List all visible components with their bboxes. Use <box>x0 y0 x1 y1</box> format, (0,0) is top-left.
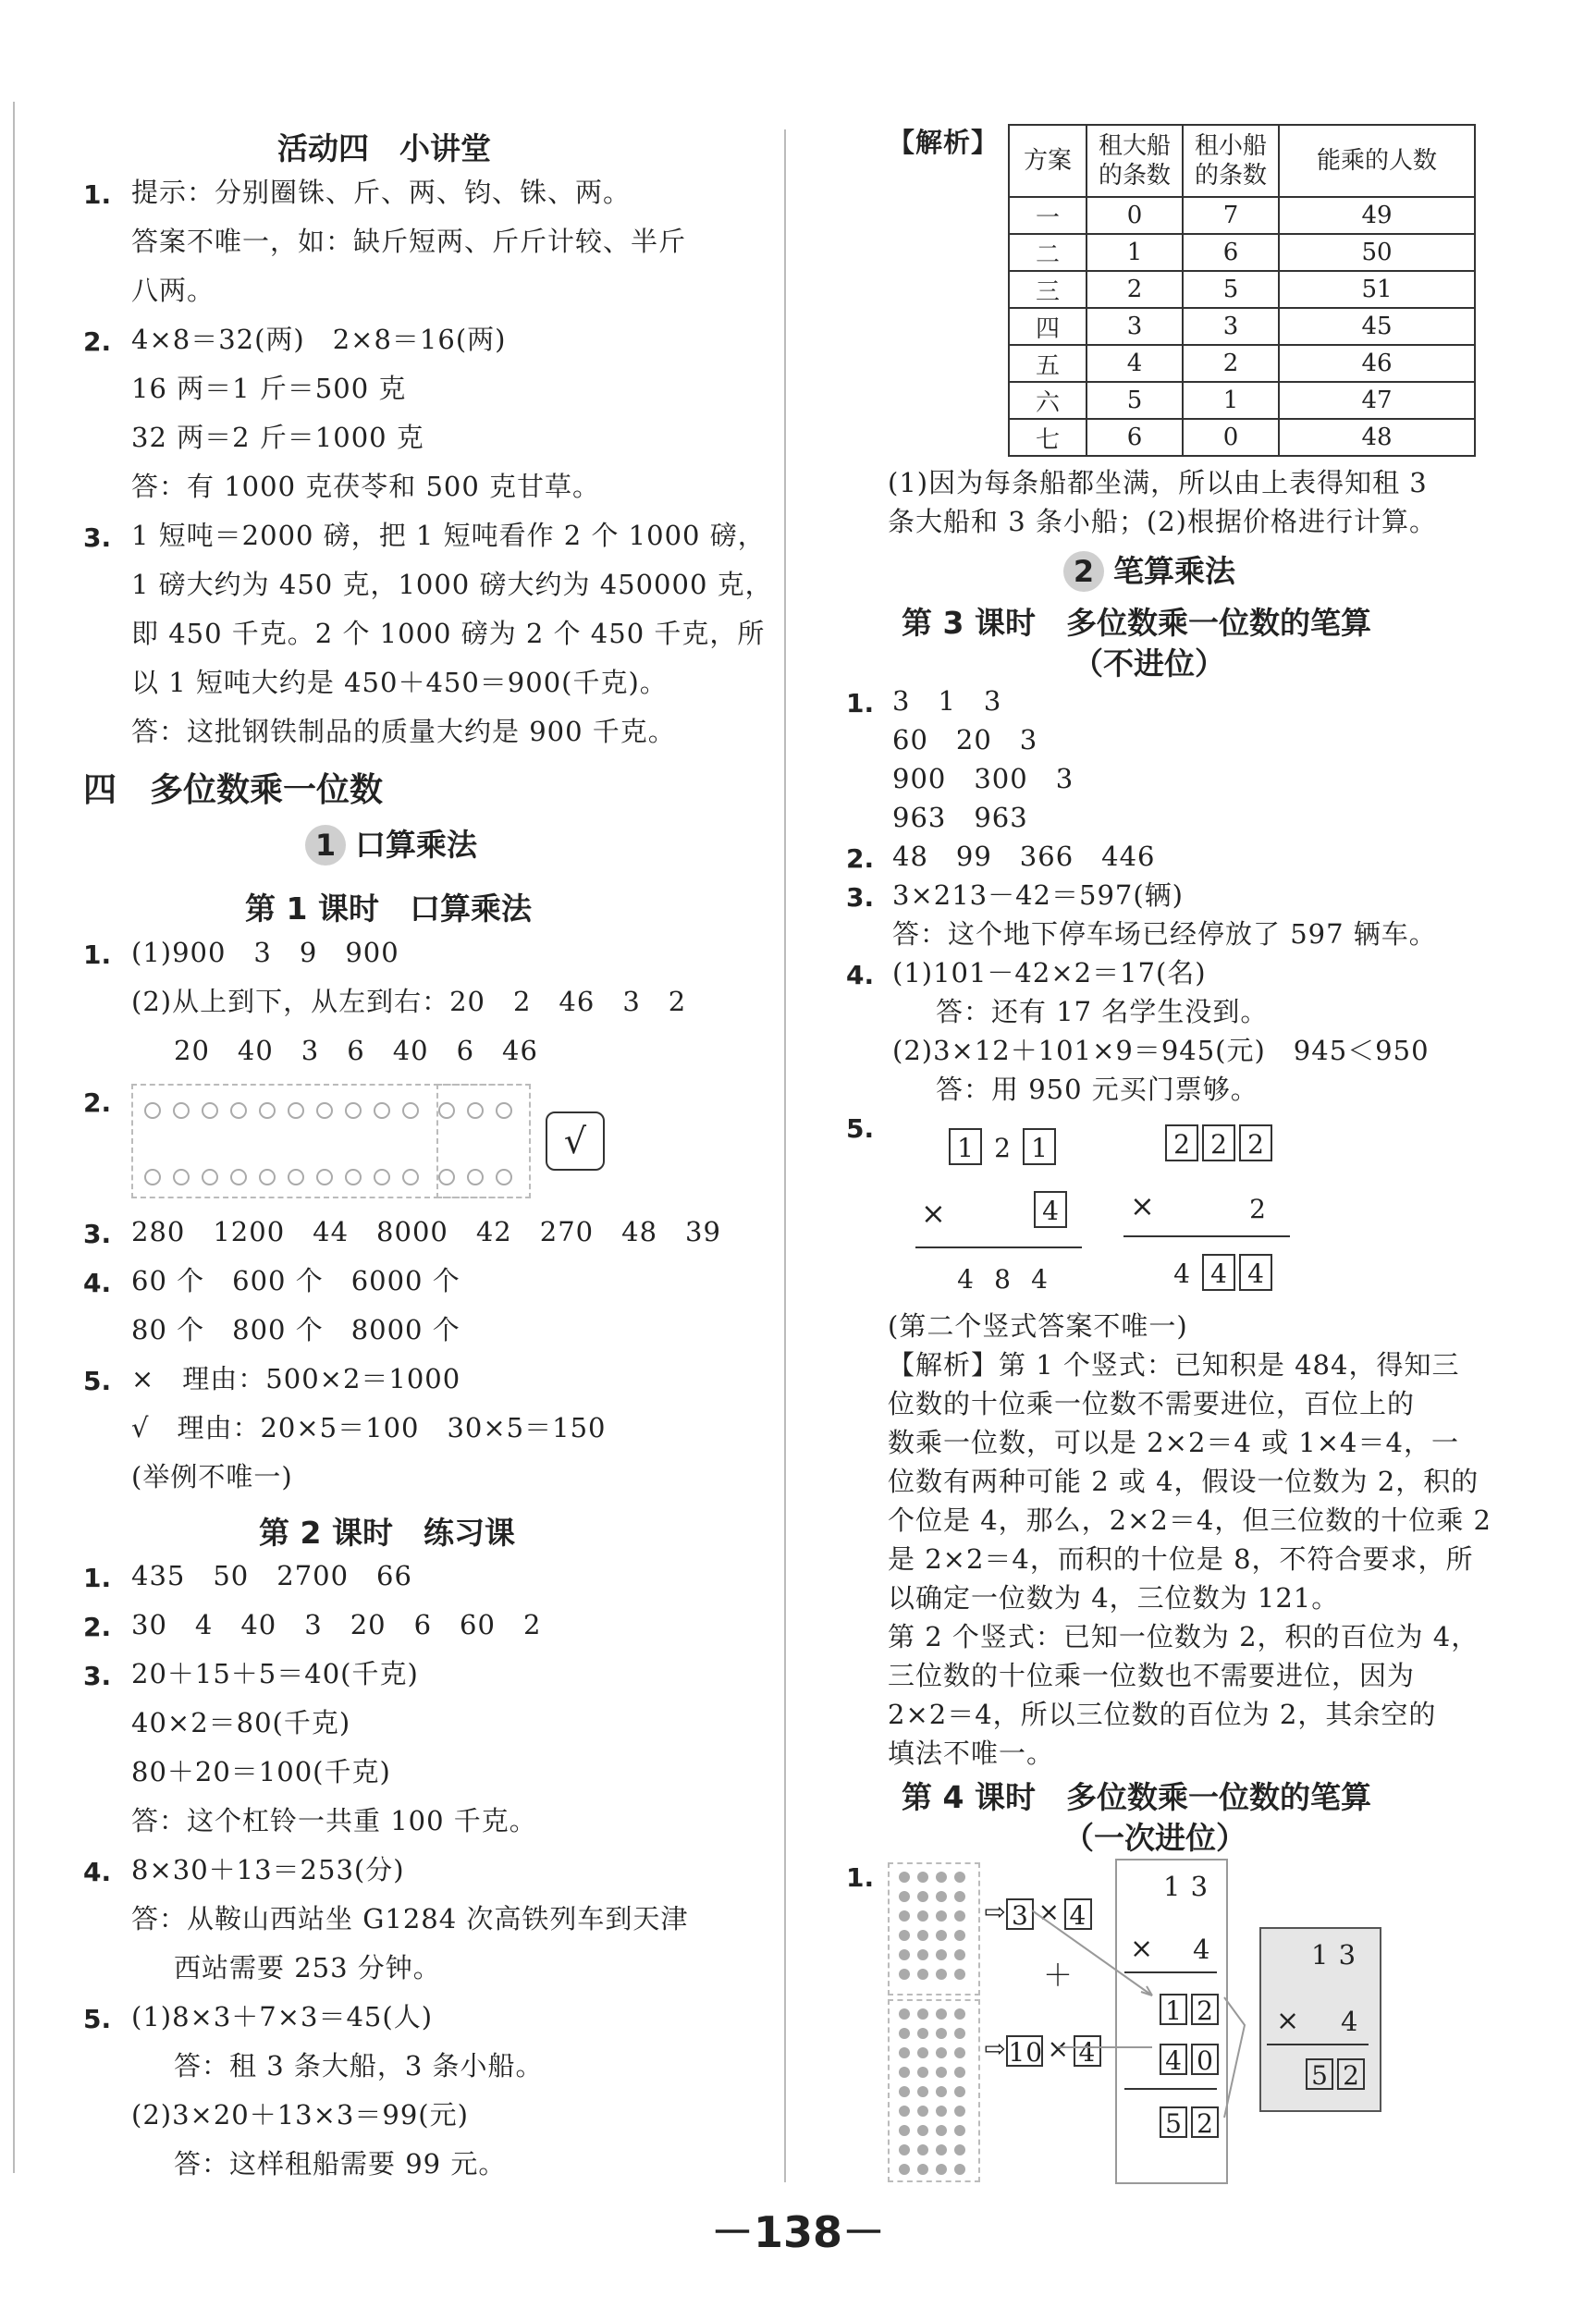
answer-line: 963 963 <box>892 802 1028 833</box>
answer-line: 16 两＝1 斤＝500 克 <box>131 373 407 404</box>
plus-sign: ＋ <box>1043 1958 1074 1993</box>
table-cell: 2 <box>1087 271 1183 308</box>
circle-dot <box>438 1102 455 1119</box>
circle-dot <box>345 1169 362 1185</box>
table-row <box>1009 197 1475 234</box>
answer-line: 435 50 2700 66 <box>131 1560 412 1591</box>
circle-dot <box>288 1102 304 1119</box>
table-cell: 一 <box>1009 197 1087 234</box>
circle-dot <box>374 1169 390 1185</box>
answer-line: × 理由：500×2＝1000 <box>131 1363 461 1394</box>
circle-dot <box>259 1169 276 1185</box>
table-cell: 七 <box>1009 419 1087 456</box>
table-cell: 2 <box>1183 345 1279 382</box>
circle-dot <box>230 1169 247 1185</box>
array-dot <box>954 1872 965 1883</box>
answer-box: 4 <box>1034 1191 1067 1228</box>
answer-line: √ 理由：20×5＝100 30×5＝150 <box>131 1412 607 1443</box>
table-header-cell: 方案 <box>1009 125 1087 197</box>
array-dot <box>936 2125 947 2136</box>
lesson-title: 第 4 课时 多位数乘一位数的笔算 <box>902 1779 1371 1815</box>
array-dot <box>936 2047 947 2058</box>
array-dot <box>917 2164 928 2175</box>
table-cell: 5 <box>1183 271 1279 308</box>
answer-line: 答：这个地下停车场已经停放了 597 辆车。 <box>892 918 1437 950</box>
answer-box: 3 <box>1006 1898 1034 1930</box>
circle-dot <box>288 1169 304 1185</box>
array-dot <box>954 2047 965 2058</box>
boat-plan-table <box>1008 124 1476 457</box>
analysis-line: 第 2 个竖式：已知一位数为 2，积的百位为 4， <box>888 1621 1479 1652</box>
answer-line: (1)900 3 9 900 <box>131 937 399 968</box>
table-body <box>1009 197 1475 456</box>
table-cell: 49 <box>1279 197 1475 234</box>
table-cell: 五 <box>1009 345 1087 382</box>
array-dot <box>899 2008 910 2020</box>
question-number: 1. <box>83 179 112 210</box>
table-row <box>1009 345 1475 382</box>
calc-multiplier: 4 <box>1193 1934 1211 1965</box>
table-header-cell: 能乘的人数 <box>1279 125 1475 197</box>
question-number: 5. <box>846 1113 875 1144</box>
table-cell: 5 <box>1087 382 1183 419</box>
left-margin-rule <box>13 102 15 2173</box>
answer-line: 提示：分别圈铢、斤、两、钧、铢、两。 <box>131 177 632 208</box>
analysis-line: 【解析】第 1 个竖式：已知积是 484，得知三 <box>888 1349 1460 1381</box>
array-dot <box>899 1930 910 1941</box>
array-dot <box>954 2106 965 2117</box>
array-dot <box>936 2086 947 2097</box>
answer-line: 答：这样租船需要 99 元。 <box>174 2148 507 2180</box>
arrow-expression-a: ⇨ 3 × 4 <box>984 1894 1096 1931</box>
calc-line <box>915 1246 1082 1248</box>
activity-title: 活动四 小讲堂 <box>277 130 491 166</box>
array-dot <box>936 1969 947 1980</box>
vertical-calc-1-top <box>949 1128 1060 1165</box>
circle-dot <box>438 1169 455 1185</box>
question-number: 1. <box>83 939 112 970</box>
answer-box: 2 <box>1165 1124 1198 1161</box>
circle-dot <box>144 1169 161 1185</box>
question-number: 4. <box>83 1268 112 1298</box>
array-dot <box>936 1891 947 1902</box>
circle-dot <box>402 1102 419 1119</box>
array-dot <box>917 2067 928 2078</box>
array-dot <box>954 1910 965 1922</box>
array-dot <box>899 1891 910 1902</box>
table-note: 条大船和 3 条小船；(2)根据价格进行计算。 <box>888 506 1437 537</box>
answer-line: 80 个 800 个 8000 个 <box>131 1314 460 1345</box>
table-header-cell: 租大船的条数 <box>1087 125 1183 197</box>
circle-dot <box>316 1169 333 1185</box>
arrow-expression-b: ⇨10 × 4 <box>984 2031 1105 2068</box>
table-row <box>1009 308 1475 345</box>
section-heading <box>305 821 477 866</box>
answer-line: 答：有 1000 克茯苓和 500 克甘草。 <box>131 471 601 502</box>
answer-line: 32 两＝2 斤＝1000 克 <box>131 422 424 453</box>
array-dot <box>917 2047 928 2058</box>
arrow-connectors <box>976 1859 1254 2173</box>
page-number: －138－ <box>710 2207 886 2257</box>
question-number: 3. <box>83 522 112 553</box>
calc-multiplier: 4 <box>1341 2006 1359 2037</box>
section-number-badge: 1 <box>305 825 346 866</box>
analysis-line: 数乘一位数，可以是 2×2＝4 或 1×4＝4，一 <box>888 1427 1459 1458</box>
answer-line: 答案不唯一，如：缺斤短两、斤斤计较、半斤 <box>131 226 687 257</box>
analysis-line: 是 2×2＝4，而积的十位是 8，不符合要求，所 <box>888 1543 1474 1575</box>
calc-line <box>1123 1235 1290 1237</box>
table-cell: 1 <box>1183 382 1279 419</box>
table-cell: 3 <box>1087 308 1183 345</box>
lesson-title: 第 1 课时 口算乘法 <box>245 890 532 927</box>
array-dot <box>917 2008 928 2020</box>
answer-line: 3×213－42＝597(辆) <box>892 879 1184 911</box>
array-dot <box>917 1891 928 1902</box>
answer-line: 280 1200 44 8000 42 270 48 39 <box>131 1216 721 1247</box>
array-dot <box>917 1872 928 1883</box>
answer-line: (2)3×12＋101×9＝945(元) 945＜950 <box>892 1035 1430 1066</box>
question-number: 4. <box>846 960 875 990</box>
digit: 4 <box>1173 1259 1190 1289</box>
lesson-title: 第 3 课时 多位数乘一位数的笔算 <box>902 605 1371 641</box>
vertical-calc-2-result <box>1165 1254 1276 1291</box>
analysis-line: 位数有两种可能 2 或 4，假设一位数为 2，积的 <box>888 1466 1479 1497</box>
digit: 8 <box>994 1264 1011 1295</box>
array-dot <box>917 1949 928 1960</box>
answer-box: 4 <box>1064 1898 1092 1930</box>
table-cell: 4 <box>1087 345 1183 382</box>
digit: 4 <box>957 1264 974 1295</box>
section-number-badge: 2 <box>1063 551 1104 592</box>
answer-box: 4 <box>1239 1254 1272 1291</box>
answer-line: (1)101－42×2＝17(名) <box>892 957 1207 989</box>
times-sign: × <box>1276 2005 1301 2037</box>
circle-dot <box>467 1169 484 1185</box>
table-header-row <box>1009 125 1475 197</box>
digit: 2 <box>994 1133 1011 1163</box>
array-dot <box>899 2144 910 2155</box>
question-number: 5. <box>83 1366 112 1396</box>
question-number: 1. <box>846 688 875 718</box>
table-cell: 45 <box>1279 308 1475 345</box>
table-row <box>1009 382 1475 419</box>
array-dot <box>899 1949 910 1960</box>
answer-line: 900 300 3 <box>892 763 1074 794</box>
array-dot <box>899 2086 910 2097</box>
table-cell: 1 <box>1087 234 1183 271</box>
answer-line: 20＋15＋5＝40(千克) <box>131 1658 419 1689</box>
answer-line: 48 99 366 446 <box>892 841 1156 872</box>
array-dot <box>936 2164 947 2175</box>
answer-box: 2 <box>1202 1124 1235 1161</box>
table-cell: 46 <box>1279 345 1475 382</box>
chapter-title: 四 多位数乘一位数 <box>83 771 384 809</box>
circle-dot <box>467 1102 484 1119</box>
answer-box: 2 <box>1239 1124 1272 1161</box>
vertical-calc-2-multiplier <box>1241 1189 1278 1226</box>
table-cell: 6 <box>1183 234 1279 271</box>
circle-dot <box>259 1102 276 1119</box>
answer-box: 4 <box>1202 1254 1235 1291</box>
lesson-subtitle: （一次进位） <box>1063 1820 1246 1856</box>
digit: 2 <box>1249 1194 1266 1224</box>
answer-box: 10 <box>1008 2036 1044 2068</box>
table-row <box>1009 419 1475 456</box>
calc-sum <box>1306 2058 1369 2090</box>
array-dot <box>954 2164 965 2175</box>
times-sign: × <box>921 1196 947 1231</box>
array-dot <box>917 2144 928 2155</box>
question-number: 3. <box>846 882 875 913</box>
array-dot <box>899 2067 910 2078</box>
array-dot <box>936 2106 947 2117</box>
question-number: 1. <box>83 1563 112 1593</box>
lesson-title: 第 2 课时 练习课 <box>259 1515 515 1551</box>
circle-dot <box>496 1102 512 1119</box>
array-dot <box>899 1872 910 1883</box>
answer-line: (2)从上到下，从左到右：20 2 46 3 2 <box>131 986 687 1017</box>
table-cell: 51 <box>1279 271 1475 308</box>
answer-box: 0 <box>1191 2044 1219 2075</box>
section-title: 笔算乘法 <box>1113 553 1235 589</box>
answer-line: 以 1 短吨大约是 450＋450＝900(千克)。 <box>131 667 668 698</box>
array-dot <box>954 2028 965 2039</box>
question-number: 2. <box>83 1612 112 1642</box>
circle-dot <box>345 1102 362 1119</box>
circle-dot <box>173 1169 190 1185</box>
analysis-line: 以确定一位数为 4，三位数为 121。 <box>888 1582 1340 1614</box>
array-dot <box>899 2125 910 2136</box>
circle-dot <box>230 1102 247 1119</box>
calc-line <box>1267 2044 1369 2045</box>
answer-line: (举例不唯一) <box>131 1461 293 1492</box>
array-dot <box>936 2028 947 2039</box>
answer-box: 1 <box>1023 1128 1056 1165</box>
times-sign: × <box>1130 1933 1155 1965</box>
answer-line: 答：这批钢铁制品的质量大约是 900 千克。 <box>131 716 676 747</box>
array-dot <box>954 2086 965 2097</box>
answer-box: 5 <box>1306 2058 1333 2090</box>
answer-box: 4 <box>1074 2035 1101 2067</box>
array-dot <box>954 1969 965 1980</box>
analysis-line: 2×2＝4，所以三位数的百位为 2，其余空的 <box>888 1699 1437 1730</box>
section-heading <box>1063 547 1235 592</box>
answer-line: 60 20 3 <box>892 724 1038 755</box>
array-dot <box>954 2144 965 2155</box>
answer-line: 即 450 千克。2 个 1000 磅为 2 个 450 千克，所 <box>131 618 766 649</box>
question-number: 2. <box>83 1087 112 1118</box>
circle-dot <box>316 1102 333 1119</box>
table-cell: 二 <box>1009 234 1087 271</box>
vertical-calc-1-multiplier <box>1034 1191 1071 1228</box>
table-cell: 7 <box>1183 197 1279 234</box>
answer-line: 3 1 3 <box>892 685 1002 717</box>
answer-line: 1 磅大约为 450 克，1000 磅大约为 450000 克， <box>131 569 773 600</box>
answer-box: 2 <box>1191 2106 1219 2138</box>
array-dot <box>899 2164 910 2175</box>
array-dot <box>936 2008 947 2020</box>
note-line: (第二个竖式答案不唯一) <box>888 1310 1188 1342</box>
table-cell: 四 <box>1009 308 1087 345</box>
times-sign: × <box>1130 1188 1156 1223</box>
answer-line: 4×8＝32(两) 2×8＝16(两) <box>131 324 507 355</box>
array-dot <box>954 2125 965 2136</box>
table-header-cell: 租小船的条数 <box>1183 125 1279 197</box>
answer-line: 80＋20＝100(千克) <box>131 1756 391 1787</box>
circle-dot <box>202 1169 218 1185</box>
table-row <box>1009 234 1475 271</box>
question-number: 3. <box>83 1661 112 1691</box>
array-dot <box>954 1930 965 1941</box>
analysis-line: 位数的十位乘一位数不需要进位，百位上的 <box>888 1388 1416 1419</box>
table-cell: 三 <box>1009 271 1087 308</box>
table-row <box>1009 271 1475 308</box>
digit: 4 <box>1031 1264 1048 1295</box>
answer-box: 4 <box>1160 2044 1187 2075</box>
answer-box: 2 <box>1337 2058 1365 2090</box>
array-dot <box>954 2008 965 2020</box>
answer-line: 20 40 3 6 40 6 46 <box>174 1035 538 1066</box>
analysis-line: 三位数的十位乘一位数也不需要进位，因为 <box>888 1660 1416 1691</box>
table-cell: 47 <box>1279 382 1475 419</box>
array-dot <box>917 1910 928 1922</box>
calc-top: 1 3 <box>1311 1939 1357 1971</box>
array-dot <box>899 2028 910 2039</box>
answer-box: 2 <box>1191 1994 1219 2025</box>
array-dot <box>936 2067 947 2078</box>
answer-line: 西站需要 253 分钟。 <box>174 1952 441 1983</box>
array-dot <box>954 1949 965 1960</box>
array-dot <box>917 1930 928 1941</box>
array-dot <box>954 1891 965 1902</box>
answer-line: 40×2＝80(千克) <box>131 1707 351 1738</box>
question-number: 1. <box>846 1862 875 1893</box>
check-answer-box: √ <box>546 1111 605 1171</box>
circle-dot <box>202 1102 218 1119</box>
answer-line: 30 4 40 3 20 6 60 2 <box>131 1609 542 1640</box>
answer-box: 1 <box>1160 1994 1187 2025</box>
section-title: 口算乘法 <box>355 827 477 863</box>
vertical-calc-1-result <box>949 1259 1060 1296</box>
array-dot <box>899 2106 910 2117</box>
array-dot <box>899 1910 910 1922</box>
analysis-line: 个位是 4，那么，2×2＝4，但三位数的十位乘 2 <box>888 1504 1492 1536</box>
question-number: 3. <box>83 1219 112 1249</box>
array-dot <box>917 2028 928 2039</box>
lesson-subtitle: （不进位） <box>1073 645 1225 682</box>
answer-line: (2)3×20＋13×3＝99(元) <box>131 2099 469 2131</box>
array-dot <box>954 2067 965 2078</box>
array-dot <box>936 1930 947 1941</box>
table-note: (1)因为每条船都坐满，所以由上表得知租 3 <box>888 467 1428 498</box>
question-number: 5. <box>83 2004 112 2034</box>
answer-line: 答：从鞍山西站坐 G1284 次高铁列车到天津 <box>131 1903 689 1934</box>
circle-dot <box>496 1169 512 1185</box>
table-cell: 3 <box>1183 308 1279 345</box>
answer-line: 8×30＋13＝253(分) <box>131 1854 405 1885</box>
array-dot <box>917 2125 928 2136</box>
vertical-calc-2-top <box>1165 1124 1276 1161</box>
answer-line: 答：租 3 条大船，3 条小船。 <box>174 2050 544 2082</box>
answer-line: 八两。 <box>131 275 215 306</box>
array-dot <box>899 2047 910 2058</box>
answer-line: 答：这个杠铃一共重 100 千克。 <box>131 1805 537 1836</box>
analysis-line: 填法不唯一。 <box>888 1738 1055 1769</box>
table-cell: 50 <box>1279 234 1475 271</box>
table-cell: 0 <box>1183 419 1279 456</box>
array-dot <box>936 2144 947 2155</box>
column-divider <box>784 129 786 2182</box>
array-dot <box>936 1949 947 1960</box>
answer-line: 60 个 600 个 6000 个 <box>131 1265 460 1296</box>
answer-box: 5 <box>1160 2106 1187 2138</box>
calc-top: 1 3 <box>1163 1871 1209 1902</box>
array-dot <box>936 1910 947 1922</box>
circle-dot <box>374 1102 390 1119</box>
array-dot <box>899 1969 910 1980</box>
table-cell: 六 <box>1009 382 1087 419</box>
circle-dot <box>402 1169 419 1185</box>
answer-box: 1 <box>949 1128 982 1165</box>
array-dot <box>917 1969 928 1980</box>
question-number: 2. <box>83 326 112 357</box>
answer-line: 答：用 950 元买门票够。 <box>936 1074 1258 1105</box>
array-dot <box>917 2106 928 2117</box>
circle-dot <box>144 1102 161 1119</box>
answer-line: 答：还有 17 名学生没到。 <box>936 996 1269 1027</box>
answer-line: (1)8×3＋7×3＝45(人) <box>131 2001 434 2032</box>
circle-dot <box>173 1102 190 1119</box>
answer-line: 1 短吨＝2000 磅，把 1 短吨看作 2 个 1000 磅， <box>131 520 766 551</box>
table-cell: 6 <box>1087 419 1183 456</box>
array-dot <box>917 2086 928 2097</box>
question-number: 2. <box>846 843 875 874</box>
array-dot <box>936 1872 947 1883</box>
analysis-label: 【解析】 <box>888 127 1000 158</box>
table-cell: 48 <box>1279 419 1475 456</box>
table-cell: 0 <box>1087 197 1183 234</box>
question-number: 4. <box>83 1857 112 1887</box>
